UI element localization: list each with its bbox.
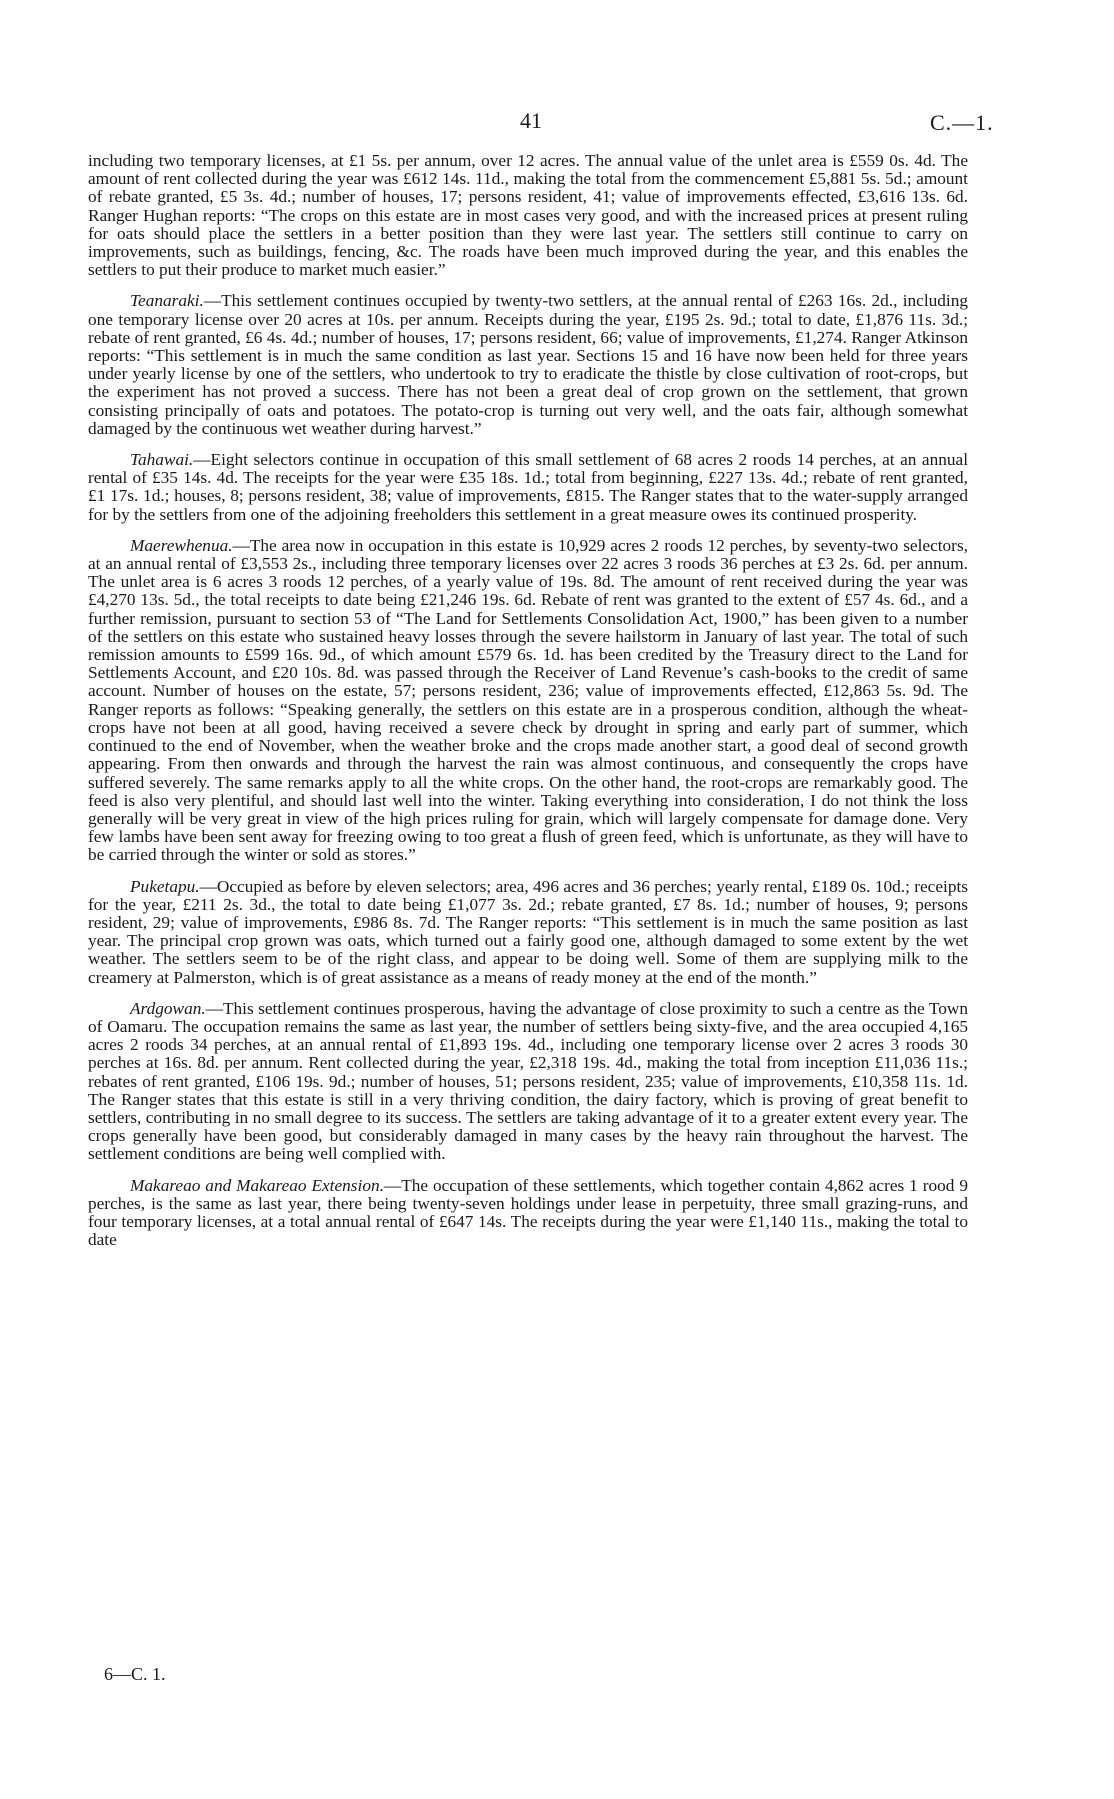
paragraph-teanaraki bbox=[88, 292, 968, 438]
paragraph-title: Maerewhenua. bbox=[130, 535, 233, 555]
paragraph-body: —This settlement continues occupied by twenty-two settlers, at the annual rental of £263 16s. 2d., including one temporary license over 20 acres at 10s. per annum. Receipts during the year, £195 2s. 9d.; total to date, £1,876 11s. 3d.; rebate of rent granted, £6 4s. 4d.; number of houses, 17; persons resident, 66; value of improvements, £1,274. Ranger Atkinson reports: “This settlement is in much the same condition as last year. Sections 15 and 16 have now been held for three years under yearly license by one of the settlers, who undertook to try to eradicate the thistle by close cultivation of root-crops, but the experiment has not proved a success. There has not been a great deal of crop grown on the settlement, that grown consisting principally of oats and potatoes. The potato-crop is turning out very well, and the oats fair, although somewhat damaged by the continuous wet weather during harvest.” bbox=[88, 291, 968, 438]
paragraph-body: —The occupation of these settlements, which together contain 4,862 acres 1 rood 9 perches, is the same as last year, there being twenty-seven holdings under lease in perpetuity, three small grazing-runs, and four temporary licenses, at a total annual rental of £647 14s. The receipts during the year were £1,140 11s., making the total to date bbox=[88, 1175, 968, 1250]
paragraph-puketapu bbox=[88, 878, 968, 987]
signature-mark: 6—C. 1. bbox=[104, 1664, 166, 1684]
paragraph-tahawai bbox=[88, 451, 968, 524]
paragraph-title: Teanaraki. bbox=[130, 291, 204, 311]
paragraph-ardgowan bbox=[88, 1000, 968, 1164]
paragraph-body: —Occupied as before by eleven selectors; area, 496 acres and 36 perches; yearly rental, £189 0s. 10d.; receipts for the year, £211 2s. 3d., the total to date being £1,077 3s. 2d.; rebate granted, £7 8s. 1d.; number of houses, 9; persons resident, 29; value of improvements, £986 8s. 7d. The Ranger reports: “This settlement is in much the same position as last year. The principal crop grown was oats, which turned out a fairly good one, although damaged to some extent by the wet weather. The settlers seem to be of the right class, and appear to be doing well. Some of them are supplying milk to the creamery at Palmerston, which is of great assistance as a means of ready money at the end of the month.” bbox=[88, 876, 968, 987]
paragraph-title: Puketapu. bbox=[130, 876, 200, 896]
paragraph-body: —This settlement continues prosperous, having the advantage of close proximity to such a centre as the Town of Oamaru. The occupation remains the same as last year, the number of settlers being sixty-five, and the area occupied 4,165 acres 2 roods 34 perches, at an annual rental of £1,893 19s. 4d., including one temporary license over 2 acres 3 roods 30 perches at 16s. 8d. per annum. Rent collected during the year, £2,318 19s. 4d., making the total from inception £11,036 11s.; rebates of rent granted, £106 19s. 9d.; number of houses, 51; persons resident, 235; value of improvements, £10,358 11s. 1d. The Ranger states that this estate is still in a very thriving condition, the dairy factory, which is proving of great benefit to settlers, contributing in no small degree to its success. The settlers are taking advantage of it to a greater extent every year. The crops generally have been good, but considerably damaged in many cases by the heavy rain throughout the harvest. The settlement conditions are being well complied with. bbox=[88, 998, 968, 1164]
body-text bbox=[88, 152, 968, 1262]
paragraph-title: Tahawai. bbox=[130, 450, 194, 470]
paragraph-title: Ardgowan. bbox=[130, 998, 206, 1018]
paragraph-body: —The area now in occupation in this estate is 10,929 acres 2 roods 12 perches, by seventy-two selectors, at an annual rental of £3,553 2s., including three temporary licenses over 22 acres 3 roods 36 perches at £3 2s. 6d. per annum. The unlet area is 6 acres 3 roods 12 perches, of a yearly value of 19s. 8d. The amount of rent received during the year was £4,270 13s. 5d., the total receipts to date being £21,246 19s. 6d. Rebate of rent was granted to the extent of £57 4s. 6d., and a further remission, pursuant to section 53 of “The Land for Settlements Consolidation Act, 1900,” has been given to a number of the settlers on this estate who sustained heavy losses through the severe hailstorm in January of last year. The total of such remission amounts to £599 16s. 9d., of which amount £579 6s. 1d. has been credited by the Treasury direct to the Land for Settlements Account, and £20 10s. 8d. was passed through the Receiver of Land Revenue’s cash-books to the credit of same account. Number of houses on the estate, 57; persons resident, 236; value of improvements effected, £12,863 5s. 9d. The Ranger reports as follows: “Speaking generally, the settlers on this estate are in a prosperous condition, although the wheat-crops have not been at all good, having received a severe check by drought in spring and early part of summer, which continued to the end of November, when the weather broke and the crops made another start, a good deal of second growth appearing. From then onwards and through the harvest the rain was almost continuous, and consequently the crops have suffered severely. The same remarks apply to all the white crops. On the other hand, the root-crops are remarkably good. The feed is also very plentiful, and should last well into the winter. Taking everything into consideration, I do not think the loss generally will be very great in view of the high prices ruling for grain, which will largely compensate for damage done. Very few lambs have been sent away for freezing owing to too great a flush of green feed, which is unfortunate, as they will have to be carried through the winter or sold as stores.” bbox=[88, 535, 968, 865]
page-number: 41 bbox=[520, 108, 542, 133]
series-code: C.—1. bbox=[930, 110, 994, 135]
paragraph-makareao bbox=[88, 1177, 968, 1250]
paragraph-continuation bbox=[88, 152, 968, 279]
paragraph-title: Makareao and Makareao Extension. bbox=[130, 1175, 384, 1195]
paragraph-body: —Eight selectors continue in occupation of this small settlement of 68 acres 2 roods 14 perches, at an annual rental of £35 14s. 4d. The receipts for the year were £35 18s. 1d.; total from beginning, £227 13s. 4d.; rebate of rent granted, £1 17s. 1d.; houses, 8; persons resident, 38; value of improvements, £815. The Ranger states that to the water-supply arranged for by the settlers from one of the adjoining freeholders this settlement in a great measure owes its continued prosperity. bbox=[88, 450, 968, 524]
paragraph-maerewhenua bbox=[88, 537, 968, 865]
paragraph-body: including two temporary licenses, at £1 5s. per annum, over 12 acres. The annual value of the unlet area is £559 0s. 4d. The amount of rent collected during the year was £612 14s. 11d., making the total from the commencement £5,881 5s. 5d.; amount of rebate granted, £5 3s. 4d.; number of houses, 17; persons resident, 41; value of improvements effected, £3,616 13s. 6d. Ranger Hughan reports: “The crops on this estate are in most cases very good, and with the increased prices at present ruling for oats should place the settlers in a better position than they were last year. The settlers still continue to carry on improvements, such as buildings, fencing, &c. The roads have been much improved during the year, and this enables the settlers to put their produce to market much easier.” bbox=[88, 151, 968, 280]
